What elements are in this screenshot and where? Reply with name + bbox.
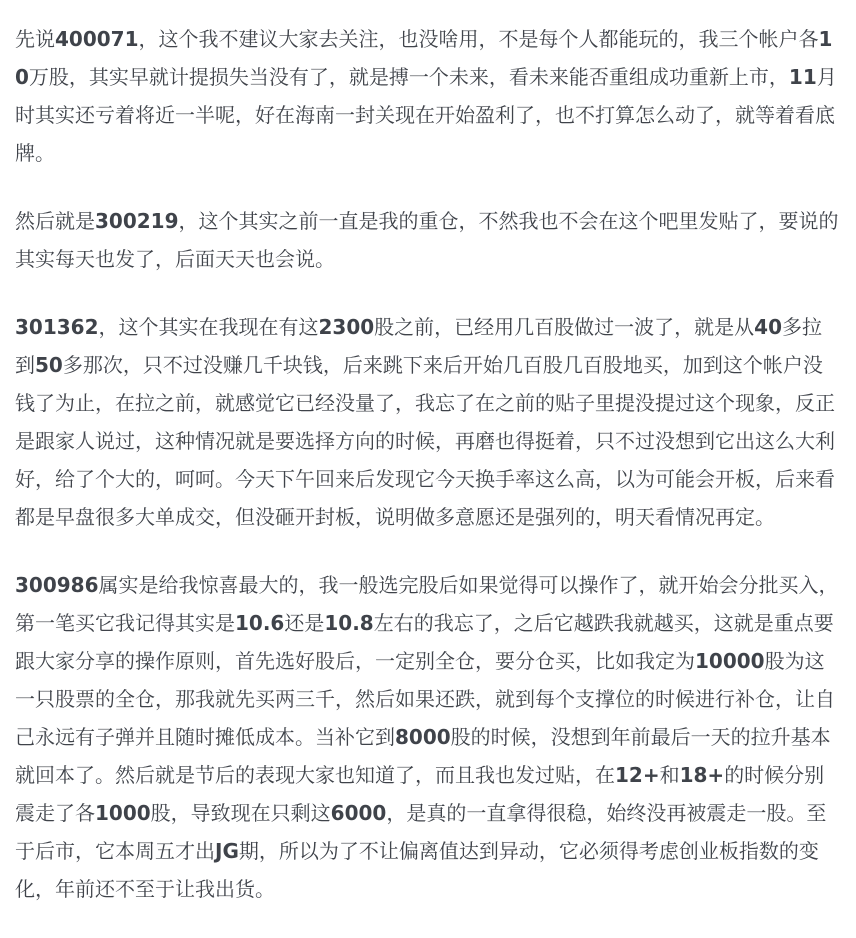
inline-number: 400071 <box>55 27 139 51</box>
inline-number: 300219 <box>95 209 179 233</box>
inline-number: 18+ <box>679 763 725 787</box>
post-paragraph-300219: 然后就是300219，这个其实之前一直是我的重仓，不然我也不会在这个吧里发贴了，要说的其实每天也发了，后面天天也会说。 <box>15 209 839 271</box>
inline-number: 10000 <box>695 649 765 673</box>
inline-number: 2300 <box>318 315 375 339</box>
inline-number: 10.8 <box>324 611 374 635</box>
inline-number: 12+ <box>615 763 660 787</box>
inline-number: 10 <box>15 27 833 89</box>
post-paragraph-301362: 301362，这个其实在我现在有这2300股之前，已经用几百股做过一波了，就是从40多拉到50多那次，只不过没赚几千块钱，后来跳下来后开始几百股几百股地买，加到这个帐户没钱了为止，在拉之前，就感觉它已经没量了，我忘了在之前的贴子里提没提过这个现象，反正是跟家人说过，这种情况就是要选择方向的时候，再磨也得挺着，只不过没想到它出这么大利好，给了个大的，呵呵。今天下午回来后发现它今天换手率这么高，以为可能会开板，后来看都是早盘很多大单成交，但没砸开封板，说明做多意愿还是强列的，明天看情况再定。 <box>15 315 835 529</box>
inline-number: 1000 <box>95 801 151 825</box>
inline-number: JG <box>215 839 239 863</box>
inline-number: 8000 <box>395 725 451 749</box>
post-paragraph-300986: 300986属实是给我惊喜最大的，我一般选完股后如果觉得可以操作了，就开始会分批买入，第一笔买它我记得其实是10.6还是10.8左右的我忘了，之后它越跌我就越买，这就是重点要跟大家分享的操作原则，首先选好股后，一定别全仓，要分仓买，比如我定为10000股为这一只股票的全仓，那我就先买两三千，然后如果还跌，就到每个支撑位的时候进行补仓，让自己永远有子弹并且随时摊低成本。当补它到8000股的时候，没想到年前最后一天的拉升基本就回本了。然后就是节后的表现大家也知道了，而且我也发过贴，在12+和18+的时候分别震走了各1000股，导致现在只剩这6000，是真的一直拿得很稳，始终没再被震走一股。至于后市，它本周五才出JG期，所以为了不让偏离值达到异动，它必须得考虑创业板指数的变化，年前还不至于让我出货。 <box>15 573 839 901</box>
inline-number: 40 <box>754 315 783 339</box>
post-paragraph-400071: 先说400071，这个我不建议大家去关注，也没啥用，不是每个人都能玩的，我三个帐户各10万股，其实早就计提损失当没有了，就是搏一个未来，看未来能否重组成功重新上市，11月时其实还亏着将近一半呢，好在海南一封关现在开始盈利了，也不打算怎么动了，就等着看底牌。 <box>15 27 837 165</box>
inline-number: 11 <box>788 65 817 89</box>
inline-number: 10.6 <box>235 611 285 635</box>
inline-number: 301362 <box>15 315 99 339</box>
inline-number: 300986 <box>15 573 99 597</box>
inline-number: 50 <box>35 353 63 377</box>
inline-number: 6000 <box>330 801 387 825</box>
